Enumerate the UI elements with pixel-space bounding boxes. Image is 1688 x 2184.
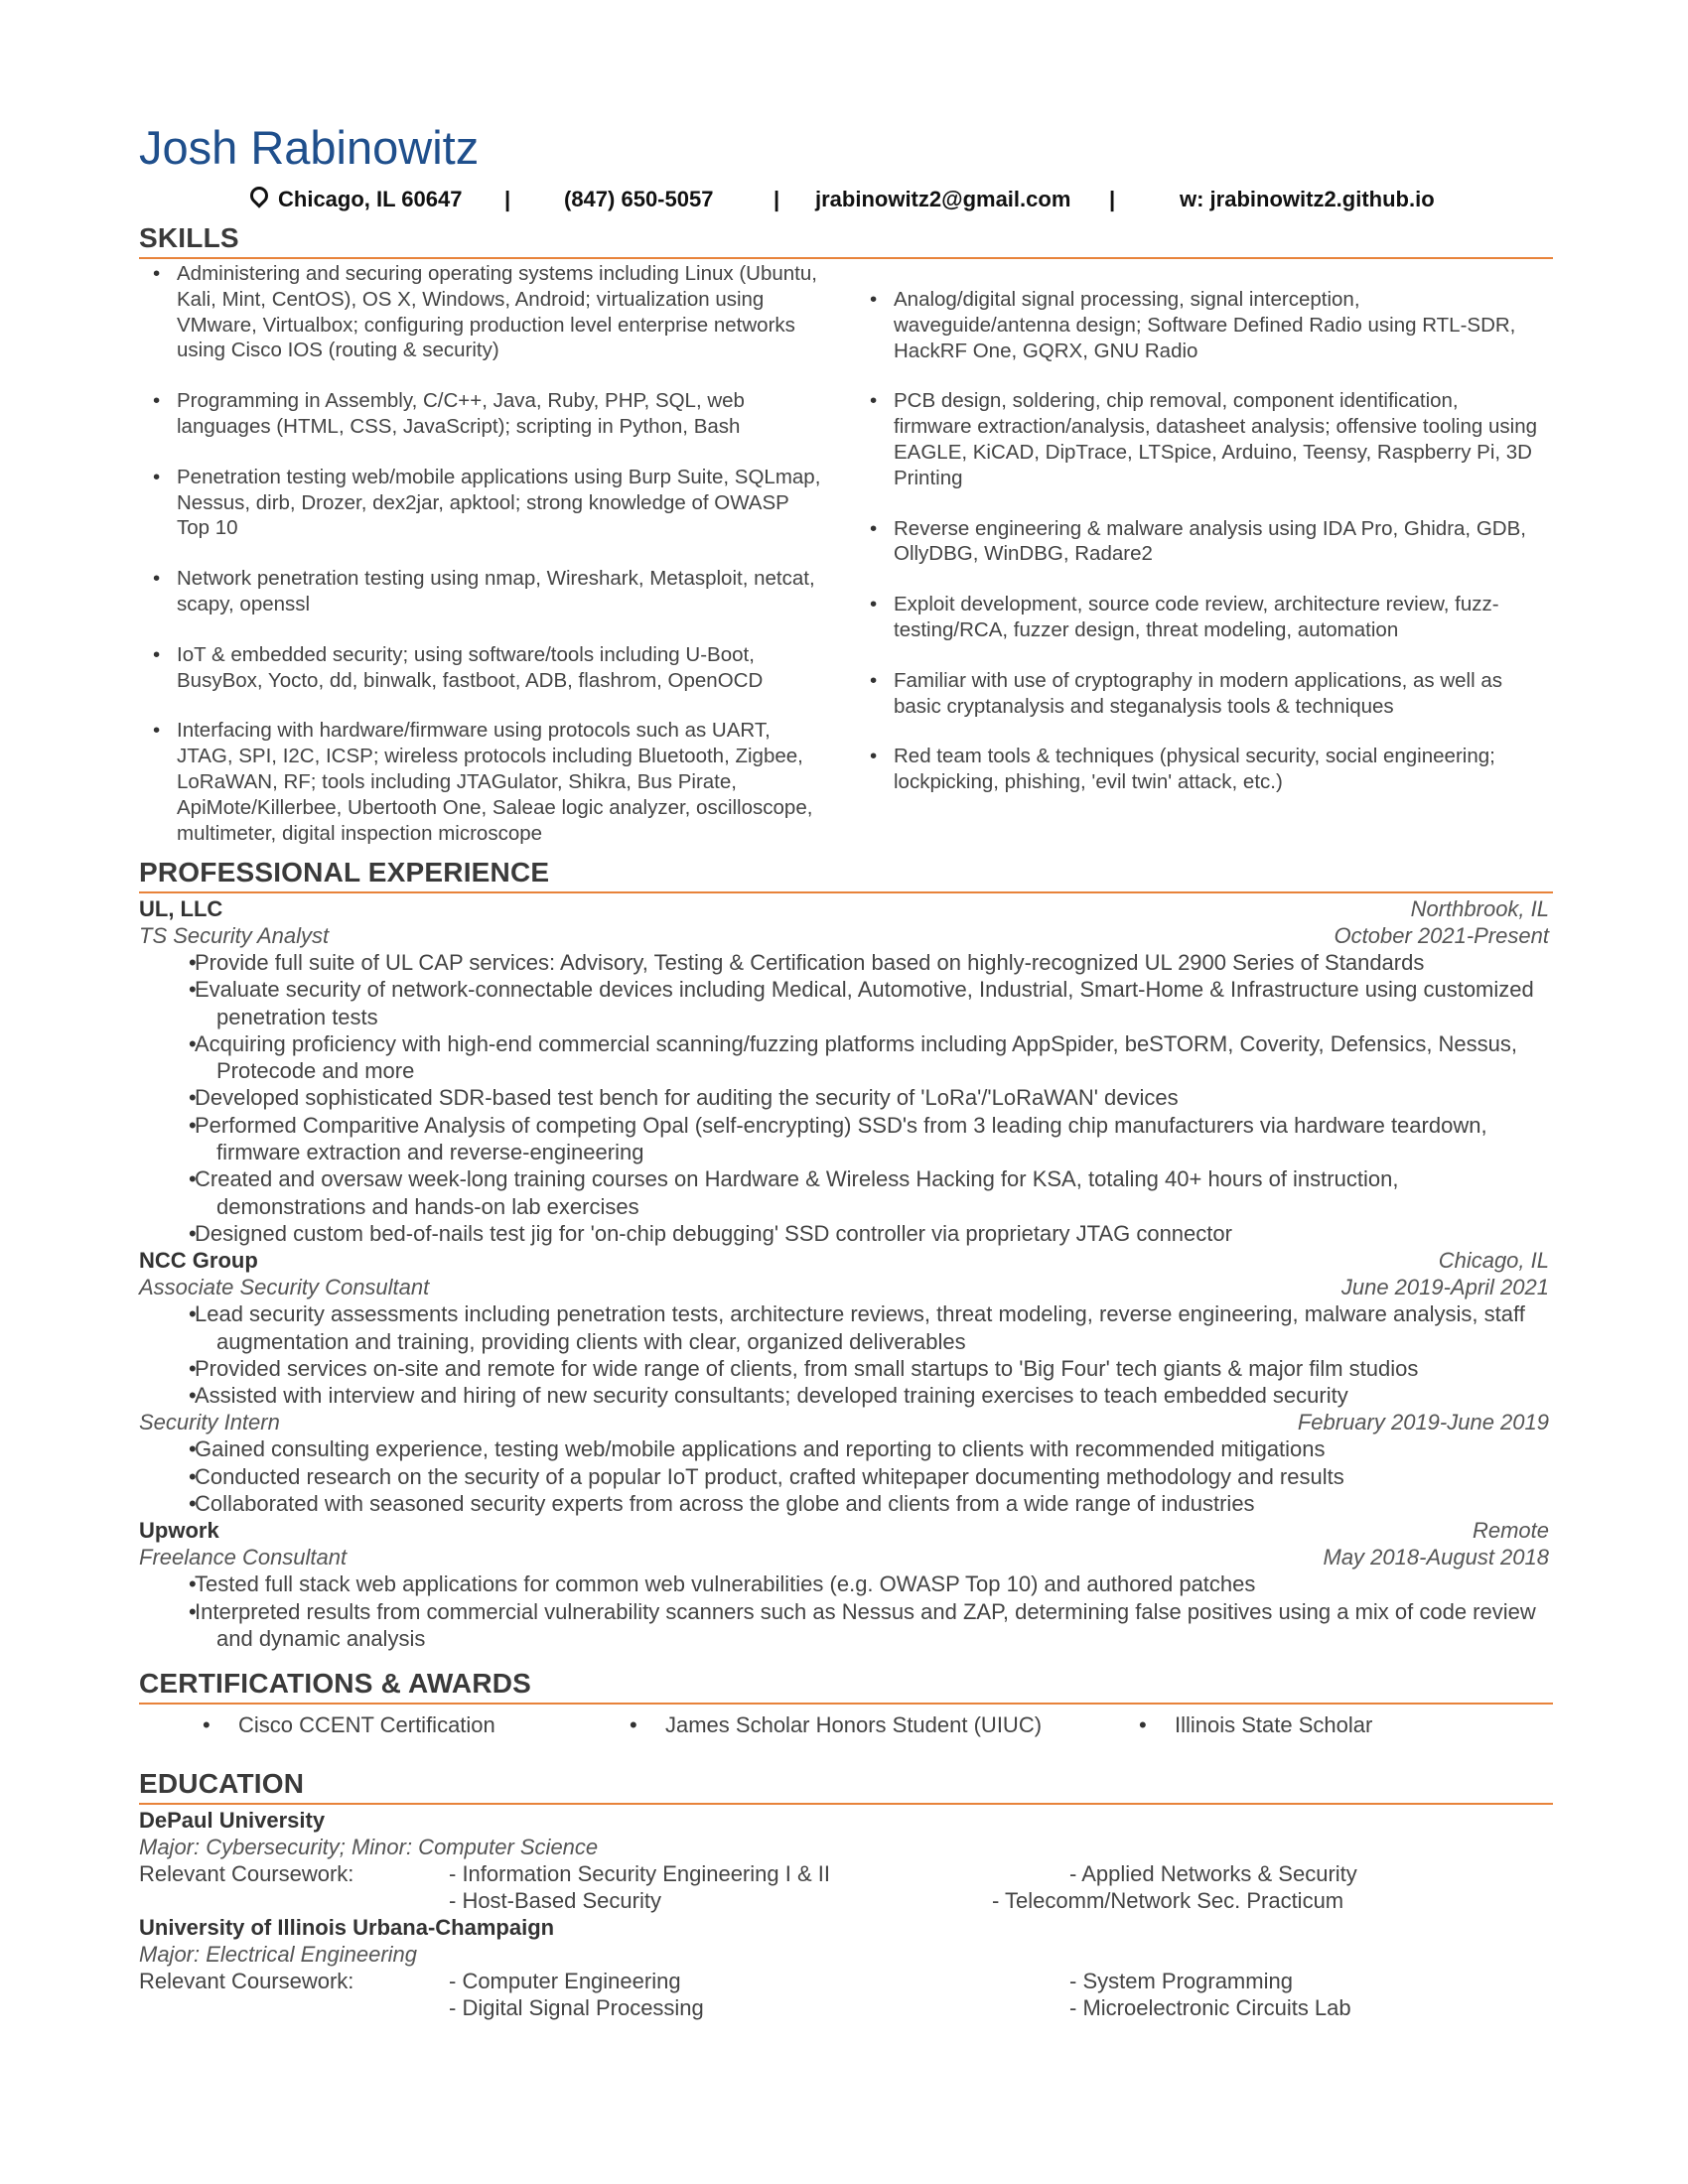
skill-item: • Reverse engineering & malware analysis using IDA Pro, Ghidra, GDB, OllyDBG, WinDBG, Radare2 bbox=[856, 516, 1541, 568]
coursework-line bbox=[139, 1994, 1553, 2021]
list-item: • Tested full stack web applications for common web vulnerabilities (e.g. OWASP Top 10) and authored patches bbox=[139, 1570, 1553, 1597]
separator: | bbox=[1109, 187, 1116, 211]
skill-item: • Network penetration testing using nmap, Wireshark, Metasploit, netcat, scapy, openssl bbox=[139, 566, 824, 617]
list-item: • Acquiring proficiency with high-end commercial scanning/fuzzing platforms including AppSpider, beSTORM, Coverity, Defensics, Nessus, Protecode and more bbox=[139, 1030, 1553, 1085]
list-item: • Gained consulting experience, testing web/mobile applications and reporting to clients with recommended mitigations bbox=[139, 1435, 1553, 1462]
skill-item: • Analog/digital signal processing, signal interception, waveguide/antenna design; Software Defined Radio using RTL-SDR, HackRF One, GQRX, GNU Radio bbox=[856, 287, 1541, 363]
website-link[interactable]: w: jrabinowitz2.github.io bbox=[1180, 187, 1435, 211]
education-heading: EDUCATION bbox=[139, 1766, 1553, 1805]
location-pin-icon bbox=[246, 183, 271, 207]
job-dates: February 2019-June 2019 bbox=[1297, 1410, 1549, 1435]
job-role: Security Intern bbox=[139, 1410, 280, 1435]
list-item: • Developed sophisticated SDR-based test bench for auditing the security of 'LoRa'/'LoRaWAN' devices bbox=[139, 1084, 1553, 1111]
job-role-line bbox=[139, 1544, 1553, 1570]
candidate-name: Josh Rabinowitz bbox=[139, 121, 480, 174]
course: - Microelectronic Circuits Lab bbox=[1069, 1995, 1351, 2021]
company-name: NCC Group bbox=[139, 1248, 258, 1274]
list-item: • Collaborated with seasoned security experts from across the globe and clients from a wide range of industries bbox=[139, 1490, 1553, 1517]
certifications-list bbox=[139, 1705, 1553, 1742]
experience-heading: PROFESSIONAL EXPERIENCE bbox=[139, 855, 1553, 893]
skill-item: • Interfacing with hardware/firmware using protocols such as UART, JTAG, SPI, I2C, ICSP; wireless protocols including Bluetooth, Zigbee, LoRaWAN, RF; tools including JTAGulator, Shikra, Bus Pirate, ApiMote/Killerbee, Ubertooth One, Saleae logic analyzer, oscilloscope, multimeter, digital inspection microscope bbox=[139, 718, 824, 846]
bullet: • bbox=[1139, 1712, 1147, 1738]
job-location: Northbrook, IL bbox=[1410, 896, 1549, 921]
skill-item: • Exploit development, source code review, architecture review, fuzz-testing/RCA, fuzzer design, threat modeling, automation bbox=[856, 592, 1541, 643]
education-section bbox=[139, 1807, 1553, 2021]
skills-left-column bbox=[139, 261, 824, 846]
skill-item: • IoT & embedded security; using software/tools including U-Boot, BusyBox, Yocto, dd, binwalk, fastboot, ADB, flashrom, OpenOCD bbox=[139, 642, 824, 694]
job-role: TS Security Analyst bbox=[139, 923, 330, 948]
coursework-label: Relevant Coursework: bbox=[139, 1861, 354, 1887]
list-item: • Evaluate security of network-connectable devices including Medical, Automotive, Industrial, Smart-Home & Infrastructure using customized penetration tests bbox=[139, 976, 1553, 1030]
skills-heading: SKILLS bbox=[139, 220, 1553, 259]
major: Major: Cybersecurity; Minor: Computer Science bbox=[139, 1835, 599, 1860]
school-name: University of Illinois Urbana-Champaign bbox=[139, 1915, 555, 1941]
job-bullets bbox=[139, 1435, 1553, 1517]
skills-right-column bbox=[856, 287, 1541, 795]
list-item: • Provide full suite of UL CAP services: Advisory, Testing & Certification based on highly-recognized UL 2900 Series of Standards bbox=[139, 949, 1553, 976]
list-item: • Conducted research on the security of a popular IoT product, crafted whitepaper documenting methodology and results bbox=[139, 1463, 1553, 1490]
job-dates: October 2021-Present bbox=[1334, 923, 1549, 948]
major: Major: Electrical Engineering bbox=[139, 1942, 418, 1968]
certification-item: Illinois State Scholar bbox=[1175, 1712, 1373, 1738]
list-item: • Provided services on-site and remote for wide range of clients, from small startups to 'Big Four' tech giants & major film studios bbox=[139, 1355, 1553, 1382]
school-line bbox=[139, 1914, 1553, 1941]
skill-item: • Administering and securing operating systems including Linux (Ubuntu, Kali, Mint, CentOS), OS X, Windows, Android; virtualization using VMware, Virtualbox; configuring production level enterprise networks using Cisco IOS (routing & security) bbox=[139, 261, 824, 363]
course: - Digital Signal Processing bbox=[449, 1995, 704, 2021]
course: - System Programming bbox=[1069, 1969, 1293, 1994]
bullet: • bbox=[203, 1712, 211, 1738]
skill-item: • Penetration testing web/mobile applications using Burp Suite, SQLmap, Nessus, dirb, Drozer, dex2jar, apktool; strong knowledge of OWASP Top 10 bbox=[139, 465, 824, 541]
coursework-label: Relevant Coursework: bbox=[139, 1969, 354, 1994]
separator: | bbox=[504, 187, 511, 211]
major-line bbox=[139, 1834, 1553, 1860]
company-name: UL, LLC bbox=[139, 896, 223, 921]
location bbox=[250, 187, 462, 212]
list-item: • Lead security assessments including penetration tests, architecture reviews, threat modeling, reverse engineering, malware analysis, staff augmentation and training, providing clients with clear, organized deliverables bbox=[139, 1300, 1553, 1355]
major-line bbox=[139, 1941, 1553, 1968]
course: - Computer Engineering bbox=[449, 1969, 681, 1994]
course: - Applied Networks & Security bbox=[1069, 1861, 1357, 1887]
job-header bbox=[139, 1517, 1553, 1544]
list-item: • Designed custom bed-of-nails test jig for 'on-chip debugging' SSD controller via proprietary JTAG connector bbox=[139, 1220, 1553, 1247]
location-text: Chicago, IL 60647 bbox=[278, 187, 463, 211]
job-bullets bbox=[139, 949, 1553, 1247]
bullet: • bbox=[630, 1712, 637, 1738]
course: - Telecomm/Network Sec. Practicum bbox=[992, 1888, 1344, 1914]
job-dates: May 2018-August 2018 bbox=[1323, 1545, 1549, 1570]
skill-item: • Red team tools & techniques (physical security, social engineering; lockpicking, phishing, 'evil twin' attack, etc.) bbox=[856, 744, 1541, 795]
course: - Host-Based Security bbox=[449, 1888, 661, 1914]
job-role-line bbox=[139, 1274, 1553, 1300]
job-role-line bbox=[139, 922, 1553, 949]
school-name: DePaul University bbox=[139, 1808, 326, 1834]
job-bullets bbox=[139, 1300, 1553, 1409]
phone: (847) 650-5057 bbox=[564, 187, 714, 211]
separator: | bbox=[774, 187, 780, 211]
job-role: Freelance Consultant bbox=[139, 1545, 348, 1570]
company-name: Upwork bbox=[139, 1518, 219, 1544]
list-item: • Assisted with interview and hiring of new security consultants; developed training exercises to teach embedded security bbox=[139, 1382, 1553, 1409]
skills-section bbox=[139, 259, 1553, 855]
skill-item: • Programming in Assembly, C/C++, Java, Ruby, PHP, SQL, web languages (HTML, CSS, JavaScript); scripting in Python, Bash bbox=[139, 388, 824, 440]
email-link[interactable]: jrabinowitz2@gmail.com bbox=[815, 187, 1071, 211]
skill-item: • Familiar with use of cryptography in modern applications, as well as basic cryptanalysis and steganalysis tools & techniques bbox=[856, 668, 1541, 720]
certification-item: Cisco CCENT Certification bbox=[238, 1712, 495, 1738]
job-location: Remote bbox=[1472, 1518, 1549, 1544]
job-role: Associate Security Consultant bbox=[139, 1275, 430, 1300]
job-role-line bbox=[139, 1409, 1553, 1435]
list-item: • Performed Comparitive Analysis of competing Opal (self-encrypting) SSD's from 3 leading chip manufacturers via hardware teardown, firmware extraction and reverse-engineering bbox=[139, 1112, 1553, 1166]
school-line bbox=[139, 1807, 1553, 1834]
job-header bbox=[139, 1247, 1553, 1274]
coursework-line bbox=[139, 1968, 1553, 1994]
job-dates: June 2019-April 2021 bbox=[1340, 1275, 1549, 1300]
certifications-heading: CERTIFICATIONS & AWARDS bbox=[139, 1666, 1553, 1705]
certification-item: James Scholar Honors Student (UIUC) bbox=[665, 1712, 1043, 1738]
job-header bbox=[139, 895, 1553, 922]
contact-bar bbox=[139, 187, 1553, 220]
experience-section bbox=[139, 895, 1553, 1652]
coursework-line bbox=[139, 1860, 1553, 1887]
resume-page bbox=[139, 119, 1553, 2021]
list-item: • Interpreted results from commercial vulnerability scanners such as Nessus and ZAP, determining false positives using a mix of code review and dynamic analysis bbox=[139, 1598, 1553, 1653]
job-bullets bbox=[139, 1570, 1553, 1652]
coursework-line bbox=[139, 1887, 1553, 1914]
skill-item: • PCB design, soldering, chip removal, component identification, firmware extraction/analysis, datasheet analysis; offensive tooling using EAGLE, KiCAD, DipTrace, LTSpice, Arduino, Teensy, Raspberry Pi, 3D Printing bbox=[856, 388, 1541, 490]
list-item: • Created and oversaw week-long training courses on Hardware & Wireless Hacking for KSA, totaling 40+ hours of instruction, demonstrations and hands-on lab exercises bbox=[139, 1165, 1553, 1220]
course: - Information Security Engineering I & II bbox=[449, 1861, 830, 1887]
job-location: Chicago, IL bbox=[1438, 1248, 1549, 1274]
